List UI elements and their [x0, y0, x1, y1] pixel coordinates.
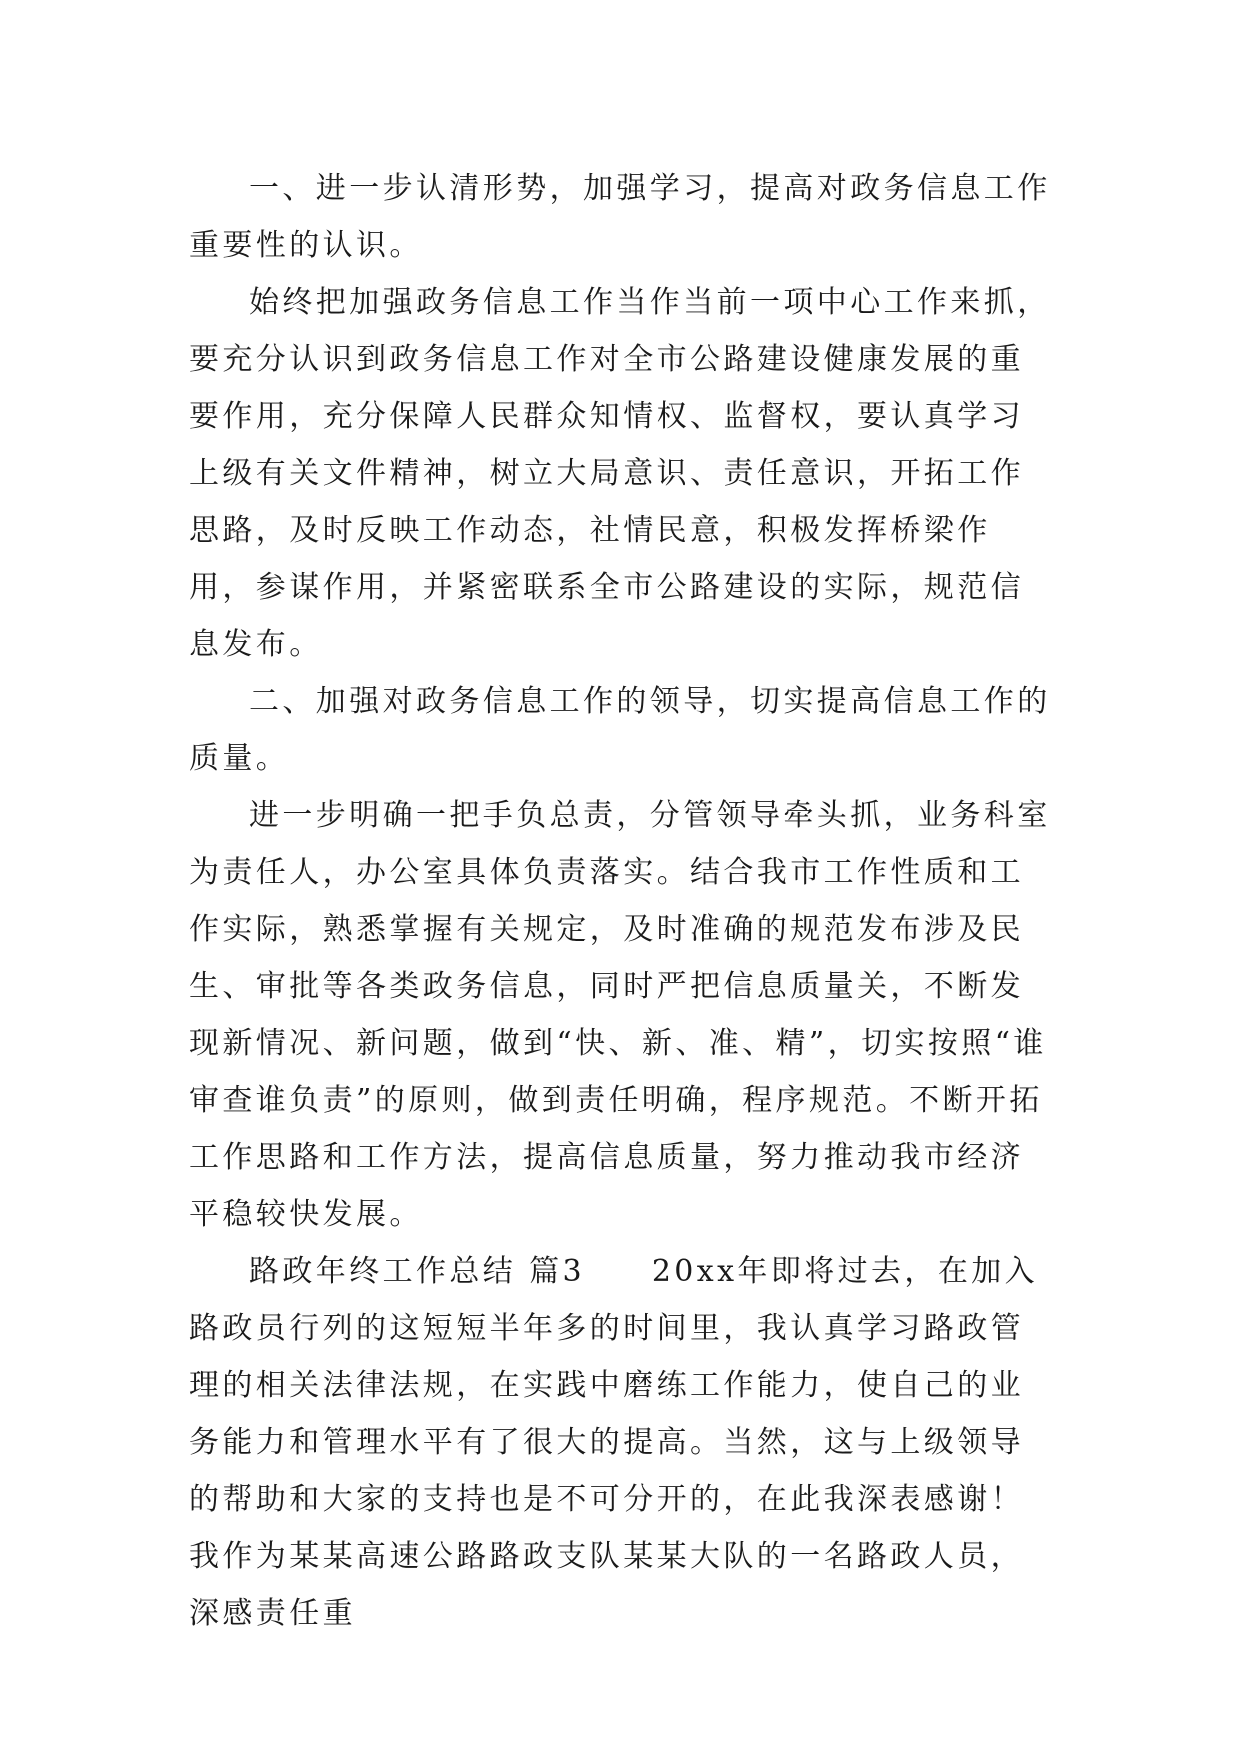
paragraph-section-one-body: 始终把加强政务信息工作当作当前一项中心工作来抓，要充分认识到政务信息工作对全市公路建设健康发展的重要作用，充分保障人民群众知情权、监督权，要认真学习上级有关文件精神，树立大局意识、责任意识，开拓工作思路，及时反映工作动态，社情民意，积极发挥桥梁作用，参谋作用，并紧密联系全市公路建设的实际，规范信息发布。 — [189, 285, 1051, 662]
paragraph-section-one-heading: 一、进一步认清形势，加强学习，提高对政务信息工作重要性的认识。 — [189, 171, 1051, 263]
paragraph-part-three-intro: 路政年终工作总结 篇3 20xx年即将过去，在加入路政员行列的这短短半年多的时间里，我认真学习路政管理的相关法律法规，在实践中磨练工作能力，使自己的业务能力和管理水平有了很大的提高。当然，这与上级领导的帮助和大家的支持也是不可分开的，在此我深表感谢！我作为某某高速公路路政支队某某大队的一名路政人员，深感责任重 — [189, 1254, 1039, 1631]
document-body — [189, 160, 1055, 1642]
paragraph-section-two-heading: 二、加强对政务信息工作的领导，切实提高信息工作的质量。 — [189, 684, 1051, 776]
paragraph-section-two-body: 进一步明确一把手负总责，分管领导牵头抓，业务科室为责任人，办公室具体负责落实。结合我市工作性质和工作实际，熟悉掌握有关规定，及时准确的规范发布涉及民生、审批等各类政务信息，同时严把信息质量关，不断发现新情况、新问题，做到“快、新、准、精”，切实按照“谁审查谁负责”的原则，做到责任明确，程序规范。不断开拓工作思路和工作方法，提高信息质量，努力推动我市经济平稳较快发展。 — [189, 798, 1051, 1232]
